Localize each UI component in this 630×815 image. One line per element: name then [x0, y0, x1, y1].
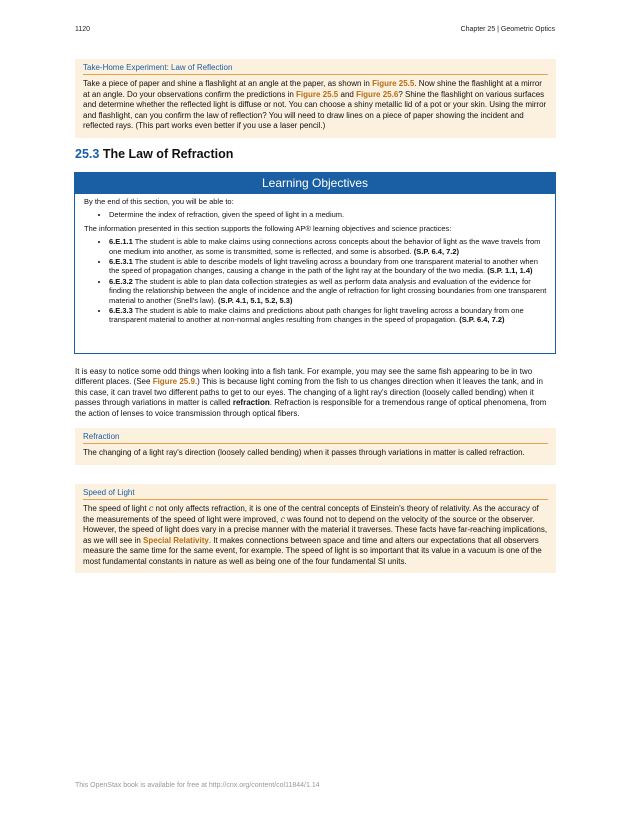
experiment-text-part: Take a piece of paper and shine a flashlight at an angle at the paper, as shown in [83, 79, 373, 88]
body-text-part: . Refraction is responsible for a tremendous range of optical phenomena, from the action of lenses to voice transmission through optical fibers. [75, 398, 547, 418]
figure-25-9-link[interactable]: Figure 25.9 [152, 377, 195, 387]
refraction-title: Refraction [83, 432, 548, 444]
figure-25-5-link[interactable]: Figure 25.5 [296, 89, 339, 99]
section-number: 25.3 [75, 147, 100, 161]
speed-text-part: . It makes connections between space and time and alters our expectations that all observers measure the same time for the same event, for example. The speed of light is so important that its value in a vacuum is one of the most fundamental constants in nature as well as being one of the four fundamental SI units. [83, 535, 542, 566]
body-text-part: It is easy to notice some odd things when looking into a fish tank. For example, you may see the same fish appearing to be in two different places. (See [75, 367, 533, 387]
page-number: 1120 [75, 26, 91, 33]
learning-objectives-box [74, 172, 556, 354]
experiment-text-part: . Now shine the flashlight at a mirror at an angle. Do your observations confirm the predictions in [83, 79, 542, 99]
learning-objectives-body [75, 194, 555, 325]
figure-25-6-link[interactable]: Figure 25.6 [356, 89, 399, 99]
ap-code: 6.E.3.2 [109, 276, 133, 286]
page-header [75, 26, 555, 33]
speed-text-part: was found not to depend on the velocity of the source or the observer. However, the speed of light does vary in a precise manner with the material it traverses. These facts have far-reaching implications, as we will see in [83, 514, 548, 545]
take-home-experiment-box [75, 59, 556, 138]
body-paragraph [75, 367, 556, 419]
speed-of-light-text [83, 504, 548, 567]
speed-text-part: The speed of light [83, 504, 149, 513]
page-footer: This OpenStax book is available for free at http://cnx.org/content/col11844/1.14 [75, 782, 320, 789]
speed-text-part: not only affects refraction, it is one of the central concepts of Einstein's theory of relativity. As the accuracy of the measurements of the speed of light were improved, [83, 504, 539, 524]
ap-text: The student is able to describe models of light traveling across a boundary from one transparent material to another when the speed of propagation changes, causing a change in the path of the light ray at the boundary of the two media. [109, 257, 538, 276]
section-title: The Law of Refraction [102, 147, 234, 161]
ap-item [109, 277, 547, 305]
ap-text: The student is able to make claims using connections across concepts about the behavior of light as the wave travels from one medium into another, as some is transmitted, some is reflected, and some is absorbed. [109, 237, 541, 256]
variable-c: c [148, 504, 154, 513]
refraction-text: The changing of a light ray's direction (loosely called bending) when it passes through variations in matter is called refraction. [83, 448, 525, 457]
variable-c: c [280, 514, 285, 524]
ap-text: The student is able to make claims and predictions about path changes for light traveling across a boundary from one transparent material to another at non-normal angles resulting from changes in the speed of propagation. [109, 306, 524, 325]
speed-of-light-box [75, 484, 556, 573]
ap-science-practice: (S.P. 1.1, 1.4) [487, 266, 533, 276]
ap-code: 6.E.3.3 [109, 306, 133, 316]
refraction-term: refraction [232, 398, 270, 408]
body-text-part: .) This is because light coming from the fish to us changes direction when it leaves the tank, and in this case, it can travel two different paths to get to our eyes. The changing of a light ray's direction (loosely called bending) when it passes through variations in matter is called [75, 377, 543, 408]
ap-science-practice: (S.P. 6.4, 7.2) [413, 246, 460, 256]
ap-intro: The information presented in this section supports the following AP® learning objectives and science practices: [84, 223, 452, 233]
refraction-definition-box [75, 428, 556, 465]
objectives-intro: By the end of this section, you will be able to: [84, 197, 234, 206]
experiment-text-part: and [338, 89, 357, 99]
experiment-text-part: ? Shine the flashlight on various surfaces and determine whether the reflected light is diffuse or not. You can choose a shiny metallic lid of a pot or your skin. Using the mirror and flashlight, can you confirm the law of reflection? You will need to draw lines on a piece of paper showing the incident and reflected rays. (This part works even better if you use a laser pencil.) [83, 89, 547, 130]
section-heading [75, 147, 233, 161]
ap-item [109, 237, 547, 256]
ap-code: 6.E.3.1 [109, 257, 133, 267]
speed-of-light-title: Speed of Light [83, 488, 548, 500]
objectives-list [84, 210, 547, 219]
ap-science-practice: (S.P. 6.4, 7.2) [459, 315, 505, 325]
chapter-title: Chapter 25 | Geometric Optics [460, 26, 555, 33]
ap-item [109, 257, 547, 276]
ap-item [109, 306, 547, 325]
ap-text: The student is able to plan data collection strategies as well as perform data analysis and evaluation of the evidence for finding the relationship between the angle of incidence and the angle of refraction for light crossing boundaries from one transparent material to another (Snell's law). [109, 276, 547, 305]
ap-science-practice: (S.P. 4.1, 5.1, 5.2, 5.3) [217, 295, 293, 305]
special-relativity-link[interactable]: Special Relativity [143, 535, 209, 545]
objective-item: • Determine the index of refraction, given the speed of light in a medium. [109, 210, 547, 219]
figure-25-5-link[interactable]: Figure 25.5 [372, 79, 415, 88]
experiment-title: Take-Home Experiment: Law of Reflection [83, 63, 548, 75]
ap-objectives-list [84, 237, 547, 325]
experiment-text [83, 79, 548, 132]
learning-objectives-title: Learning Objectives [75, 173, 555, 194]
ap-code: 6.E.1.1 [109, 237, 133, 247]
